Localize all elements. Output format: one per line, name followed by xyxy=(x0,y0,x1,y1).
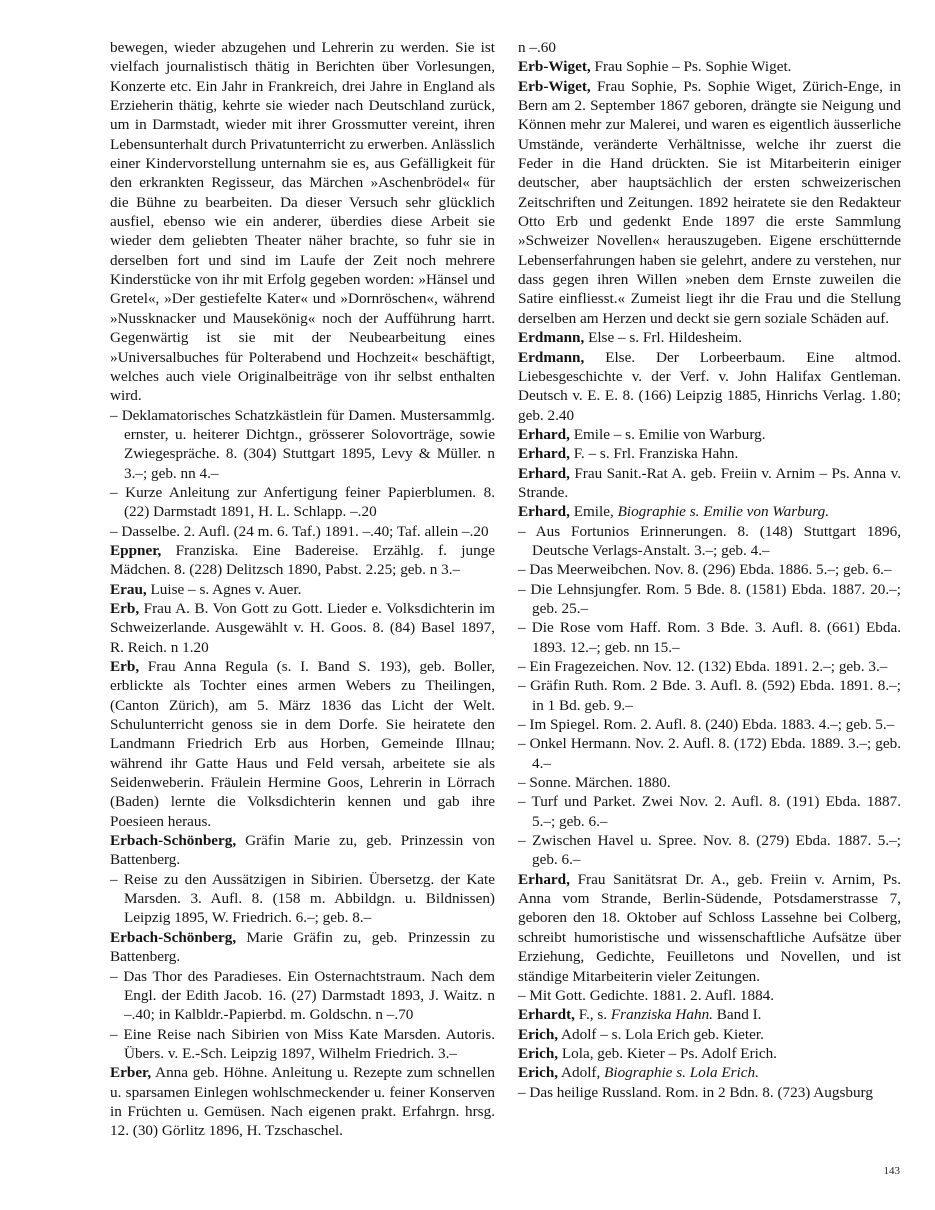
entry-erbach-marie-2 xyxy=(110,928,495,967)
entry-headword: Erhardt, xyxy=(518,1006,575,1024)
entry-erhardt xyxy=(518,1005,901,1024)
entry-headword: Erhard, xyxy=(518,425,570,443)
work: – Onkel Hermann. Nov. 2. Aufl. 8. (172) Ebda. 1889. 3.–; geb. 4.– xyxy=(518,735,901,772)
price-continuation: n –.60 xyxy=(518,39,556,56)
entry-erhard-emile-bio xyxy=(518,502,901,521)
work: – Reise zu den Aussätzigen in Sibirien. Übersetzg. der Kate Marsden. 3. Aufl. 8. (158 m. Abbildgn. u. Bildnissen) Leipzig 1895, W. Friedrich. 6.–; geb. 8.– xyxy=(110,870,495,927)
entry-erhard-f xyxy=(518,444,901,463)
entry-text: Else – s. Frl. Hildesheim. xyxy=(584,329,743,347)
work: – Ein Fragezeichen. Nov. 12. (132) Ebda. 1891. 2.–; geb. 3.– xyxy=(518,658,888,675)
work: – Das heilige Russland. Rom. in 2 Bdn. 8. (723) Augsburg xyxy=(518,1083,873,1101)
entry-text: Else. Der Lorbeerbaum. Eine altmod. Liebesgeschichte v. der Verf. v. John Halifax Gentleman. Deutsch v. E. E. 8. (166) Leipzig 1885, Hinrichs Verlag. 1.80; geb. 2.40 xyxy=(518,348,901,424)
entry-text: Lola, geb. Kieter – Ps. Adolf Erich. xyxy=(558,1044,777,1062)
entry-headword: Erb, xyxy=(110,599,140,617)
entry-headword: Erich, xyxy=(518,1025,559,1043)
entry-headword: Erau, xyxy=(110,580,147,598)
entry-erhard-sanitaetsrat xyxy=(518,870,901,986)
entry-reference: Biographie s. Emilie von Warburg. xyxy=(617,503,830,521)
entry-erich-lola xyxy=(518,1044,901,1063)
entry-text: Franziska. Eine Badereise. Erzählg. f. junge Mädchen. 8. (228) Delitzsch 1890, Pabst. 2.25; geb. n 3.– xyxy=(110,541,495,579)
entry-headword: Erich, xyxy=(518,1044,559,1062)
entry-reference: Biographie s. Lola Erich. xyxy=(604,1064,759,1082)
work: – Das Meerweibchen. Nov. 8. (296) Ebda. 1886. 5.–; geb. 6.– xyxy=(518,561,892,579)
entry-erhard-emile xyxy=(518,425,901,444)
entry-text: Adolf – s. Lola Erich geb. Kieter. xyxy=(558,1025,764,1043)
entry-text: Emile, xyxy=(569,503,618,521)
entry-text: Frau Sanit.-Rat A. geb. Freiin v. Arnim – Ps. Anna v. Strande. xyxy=(518,464,901,501)
work: – Die Lehnsjungfer. Rom. 5 Bde. 8. (1581) Ebda. 1887. 20.–; geb. 25.– xyxy=(518,580,901,617)
entry-erdmann-2 xyxy=(518,348,901,425)
entry-erich-adolf-bio xyxy=(518,1063,901,1082)
work: – Turf und Parket. Zwei Nov. 2. Aufl. 8. (191) Ebda. 1887. 5.–; geb. 6.– xyxy=(518,793,901,830)
work: – Die Rose vom Haff. Rom. 3 Bde. 3. Aufl. 8. (661) Ebda. 1893. 12.–; geb. nn 15.– xyxy=(518,619,901,656)
page-number: 143 xyxy=(883,1165,900,1177)
entry-erb-wiget-1 xyxy=(518,57,901,76)
work: – Mit Gott. Gedichte. 1881. 2. Aufl. 1884. xyxy=(518,986,775,1004)
work: – Sonne. Märchen. 1880. xyxy=(518,774,671,792)
work: – Deklamatorisches Schatzkästlein für Damen. Mustersammlg. ernster, u. heiterer Dichtgn., grösserer Solovorträge, sowie Zwiegespräche. 8. (304) Stuttgart 1895, Levy & Müller. n 3.–; geb. nn 4.– xyxy=(110,406,495,482)
entry-headword: Erb-Wiget, xyxy=(518,58,591,76)
entry-headword: Erber, xyxy=(110,1064,152,1082)
work: – Eine Reise nach Sibirien von Miss Kate Marsden. Autoris. Übers. v. E.-Sch. Leipzig 1897, Wilhelm Friedrich. 3.– xyxy=(110,1025,495,1062)
entry-headword: Erhard, xyxy=(518,464,570,482)
entry-reference: Franziska Hahn. xyxy=(610,1006,713,1024)
entry-text: Marie Gräfin zu, geb. Prinzessin zu Battenberg. xyxy=(110,928,495,966)
entry-text: Frau Sophie – Ps. Sophie Wiget. xyxy=(590,58,792,76)
entry-erau xyxy=(110,580,495,599)
entry-headword: Erich, xyxy=(518,1064,559,1082)
bio-continuation: bewegen, wieder abzugehen und Lehrerin zu werden. Sie ist vielfach journalistisch thätig in Berichten über Vorlesungen, Konzerte etc. Ein Jahr in Frankreich, drei Jahre in England als Erzieherin thätig, kehrte sie wieder nach Deutschland zurück, um in Darmstadt, wieder mit ihrer Grossmutter vereint, ihren Lebensunterhalt durch Privatunterricht zu erwerben. Anlässlich einer Kindervorstellung unternahm sie es, aus Gefälligkeit für den erkrankten Regisseur, das Märchen »Aschenbrödel« für die Bühne zu bearbeiten. Da dieser Versuch sehr glücklich ausfiel, ebenso wie ein anderer, überdies diese Arbeit sie wieder dem geliebten Theater näher brachte, so fuhr sie in derselben fort und sind im Laufe der Zeit noch mehrere Kinderstücke von ihr mit Erfolg gegeben worden: »Hänsel und Gretel«, »Der gestiefelte Kater« und »Dornröschen«, während »Nussknacker und Mausekönig« noch der Aufführung harrt. Gegenwärtig ist sie mit der Neubearbeitung eines »Universalbuches für Polterabend und Hochzeit« beschäftigt, welches auch viele Originalbeiträge von ihr selbst enthalten wird. xyxy=(110,39,495,405)
entry-headword: Eppner, xyxy=(110,541,162,559)
work: – Im Spiegel. Rom. 2. Aufl. 8. (240) Ebda. 1883. 4.–; geb. 5.– xyxy=(518,716,895,734)
entry-erhard-sanit xyxy=(518,464,901,503)
left-column xyxy=(110,38,495,1141)
entry-headword: Erdmann, xyxy=(518,329,585,347)
entry-headword: Erbach-Schönberg, xyxy=(110,928,237,946)
entry-erb-von-gott xyxy=(110,599,495,657)
work: – Gräfin Ruth. Rom. 2 Bde. 3. Aufl. 8. (592) Ebda. 1891. 8.–; in 1 Bd. geb. 9.– xyxy=(518,677,901,714)
entry-headword: Erbach-Schönberg, xyxy=(110,832,237,850)
entry-erb-wiget-2 xyxy=(518,77,901,328)
entry-erich-adolf xyxy=(518,1025,901,1044)
work: – Aus Fortunios Erinnerungen. 8. (148) Stuttgart 1896, Deutsche Verlags-Anstalt. 3.–; geb. 4.– xyxy=(518,522,901,559)
work: – Das Thor des Paradieses. Ein Osternachtstraum. Nach dem Engl. der Edith Jacob. 16. (27) Darmstadt 1893, J. Waitz. n –.40; in Kalbldr.-Papierbd. m. Goldschn. n –.70 xyxy=(110,967,495,1024)
entry-text: Emile – s. Emilie von Warburg. xyxy=(569,425,766,443)
entry-headword: Erhard, xyxy=(518,445,570,463)
work: – Kurze Anleitung zur Anfertigung feiner Papierblumen. 8. (22) Darmstadt 1891, H. L. Schlapp. –.20 xyxy=(110,483,495,521)
entry-headword: Erhard, xyxy=(518,870,570,888)
entry-text: Frau A. B. Von Gott zu Gott. Lieder e. Volksdichterin im Schweizerlande. Ausgewählt v. H. Goos. 8. (84) Basel 1897, R. Reich. n 1.20 xyxy=(110,599,495,656)
entry-text: Anna geb. Höhne. Anleitung u. Rezepte zum schnellen u. sparsamen Einlegen wohlschmeckender u. feiner Konserven in Früchten u. Gemüsen. Nach eigenen prakt. Erfahrgn. hrsg. 12. (30) Görlitz 1896, H. Tzschaschel. xyxy=(110,1064,495,1140)
entry-headword: Erdmann, xyxy=(518,348,585,366)
entry-erdmann-1 xyxy=(518,328,901,347)
entry-text: Gräfin Marie zu, geb. Prinzessin von Battenberg. xyxy=(110,832,495,869)
work: – Zwischen Havel u. Spree. Nov. 8. (279) Ebda. 1887. 5.–; geb. 6.– xyxy=(518,832,901,869)
entry-eppner xyxy=(110,541,495,580)
entry-text: Adolf, xyxy=(558,1064,605,1082)
entry-text: F. – s. Frl. Franziska Hahn. xyxy=(569,445,739,463)
entry-text: Frau Sanitätsrat Dr. A., geb. Freiin v. Arnim, Ps. Anna vom Strande, Berlin-Südende, Potsdamerstrasse 7, geboren den 18. Oktober auf Schloss Lassehne bei Colberg, schreibt humoristische und wissenschaftliche Aufsätze über Erziehung, Gedichte, Feuilletons und Novellen, und ist ständige Mitarbeiterin vieler Zeitungen. xyxy=(518,870,901,985)
entry-text: Luise – s. Agnes v. Auer. xyxy=(146,580,302,598)
entry-headword: Erb-Wiget, xyxy=(518,77,591,95)
entry-headword: Erhard, xyxy=(518,503,570,521)
entry-text-tail: Band I. xyxy=(712,1006,762,1024)
entry-headword: Erb, xyxy=(110,658,140,675)
work: – Dasselbe. 2. Aufl. (24 m. 6. Taf.) 1891. –.40; Taf. allein –.20 xyxy=(110,522,489,540)
entry-text: F., s. xyxy=(574,1006,611,1024)
right-column xyxy=(518,38,901,1102)
entry-erb-anna-regula xyxy=(110,657,495,831)
entry-erber xyxy=(110,1063,495,1140)
entry-text: Frau Sophie, Ps. Sophie Wiget, Zürich-Enge, in Bern am 2. September 1867 geboren, drängte sie Neigung und Können mehr zur Malerei, und waren es eigentlich äusserliche Umstände, veränderte Verhältnisse, welche ihr zuerst die Feder in die Hand drückten. Sie ist Mitarbeiterin einiger deutscher, aber hauptsächlich der ersten schweizerischen Zeitschriften und Zeitungen. 1892 heiratete sie den Redakteur Otto Erb und gedenkt Ende 1897 die erste Sammlung »Schweizer Novellen« herauszugeben. Eigene erschütternde Lebenserfahrungen haben sie gelehrt, andere zu verstehen, nur dass gegen ihren Willen »neben dem Ernste zuweilen die Satire einfliesst.« Zumeist liegt ihr die Frau und die Stellung derselben am Herzen und deckt sie gern soziale Schäden auf. xyxy=(518,77,901,327)
entry-text: Frau Anna Regula (s. I. Band S. 193), geb. Boller, erblickte als Tochter eines armen Webers zu Theilingen, (Canton Zürich), am 5. März 1836 das Licht der Welt. Schulunterricht genoss sie in dem Dorfe. Sie heiratete den Landmann Friedrich Erb aus Horben, Gemeinde Illnau; während ihr Gatte Haus und Feld versah, arbeitete sie als Seidenweberin. Fräulein Hermine Goos, Lehrerin in Lörrach (Baden) lernte die Volksdichterin kennen und gab ihre Poesieen heraus. xyxy=(110,658,495,830)
entry-erbach-marie-1 xyxy=(110,831,495,870)
